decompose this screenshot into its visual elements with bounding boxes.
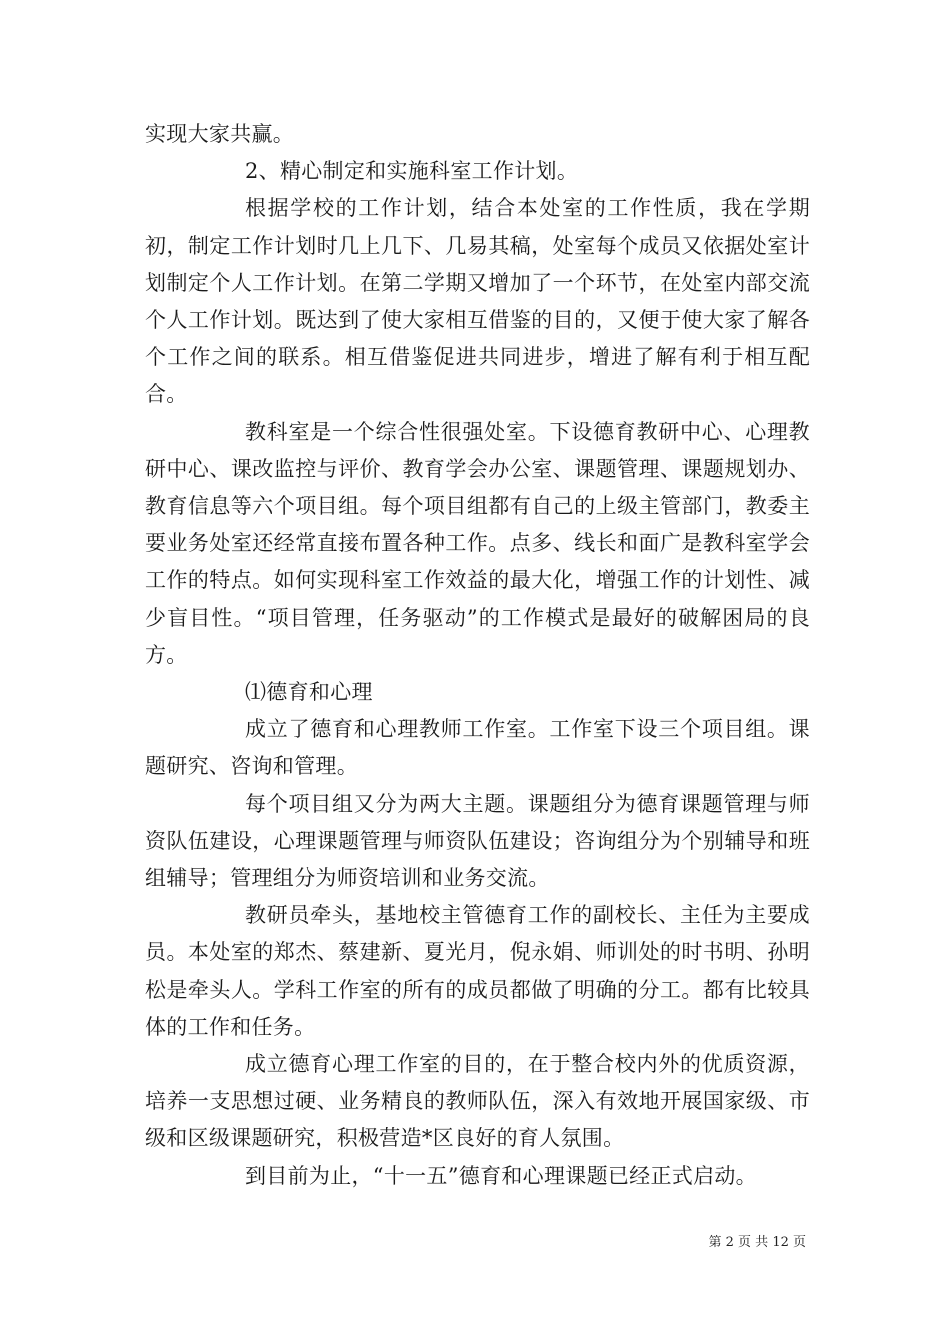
paragraph: 教研员牵头，基地校主管德育工作的副校长、主任为主要成员。本处室的郑杰、蔡建新、夏光月，倪永娟、师训处的时书明、孙明松是牵头人。学科工作室的所有的成员都做了明确的分工。都有比较具体的工作和任务。 [145,903,810,1039]
paragraph-continuation: 实现大家共赢。 [145,122,295,146]
paragraph: 成立了德育和心理教师工作室。工作室下设三个项目组。课题研究、咨询和管理。 [145,717,810,779]
paragraph: 每个项目组又分为两大主题。课题组分为德育课题管理与师资队伍建设，心理课题管理与师资队伍建设；咨询组分为个别辅导和班组辅导；管理组分为师资培训和业务交流。 [145,791,810,891]
subsection-heading: ⑴德育和心理 [245,680,373,705]
paragraph: 教科室是一个综合性很强处室。下设德育教研中心、心理教研中心、课改监控与评价、教育学会办公室、课题管理、课题规划办、教育信息等六个项目组。每个项目组都有自己的上级主管部门，教委主要业务处室还经常直接布置各种工作。点多、线长和面广是教科室学会工作的特点。如何实现科室工作效益的最大化，增强工作的计划性、减少盲目性。“项目管理，任务驱动”的工作模式是最好的破解困局的良方。 [145,419,810,667]
paragraph: 根据学校的工作计划，结合本处室的工作性质，我在学期初，制定工作计划时几上几下、几易其稿，处室每个成员又依据处室计划制定个人工作计划。在第二学期又增加了一个环节，在处室内部交流个人工作计划。既达到了使大家相互借鉴的目的，又便于使大家了解各个工作之间的联系。相互借鉴促进共同进步，增进了解有利于相互配合。 [145,196,810,407]
body-text [145,116,810,1195]
paragraph: 到目前为止，“十一五”德育和心理课题已经正式启动。 [245,1163,757,1188]
page-number-footer: 第 2 页 共 12 页 [708,1235,806,1250]
paragraph: 成立德育心理工作室的目的，在于整合校内外的优质资源，培养一支思想过硬、业务精良的教师队伍，深入有效地开展国家级、市级和区级课题研究，积极营造*区良好的育人氛围。 [145,1052,810,1151]
section-heading: 2、精心制定和实施科室工作计划。 [245,159,579,184]
